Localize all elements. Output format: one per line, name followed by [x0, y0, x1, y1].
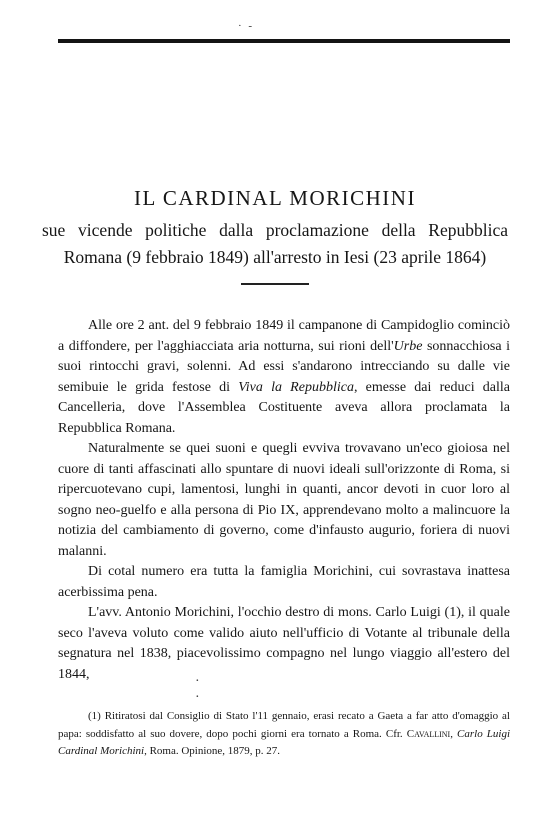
article-body: [58, 316, 510, 685]
article-title: IL CARDINAL MORICHINI: [134, 186, 416, 210]
paragraph-4: L'avv. Antonio Morichini, l'occhio destro di mons. Carlo Luigi (1), il quale seco l'aveva voluto come valido aiuto nell'ufficio di Votante al tribunale della segnatura nel 1838, piacevolissimo compagno nel lungo viaggio all'estero del 1844,: [58, 605, 510, 682]
paragraph-1-part-a: Alle ore 2 ant. del 9 febbraio 1849 il campanone di Campidoglio cominciò a diffondere, per l'agghiacciata aria notturna, sui rioni dell': [58, 318, 510, 354]
paragraph-1-italic-urbe: Urbe: [393, 338, 423, 354]
footnote-part-b: , Roma. Opinione, 1879, p. 27.: [144, 745, 281, 757]
article-subtitle: sue vicende politiche dalla proclamazione della Repubblica Romana (9 febbraio 1849) all'arresto in Iesi (23 aprile 1864): [42, 220, 508, 267]
paragraph-1-part-e: , emesse dai reduci dalla Cancelleria, dove l'Assemblea Costituente aveva allora proclamata la Repubblica Romana.: [58, 379, 511, 436]
paragraph-1-part-c: sonnacchiosa i suoi rintocchi gravi, solenni. Ad essi s'andarono intrecciando su dalle vie semibuie le grida festose di: [58, 338, 511, 395]
paragraph-1-italic-viva: Viva la Repubblica: [238, 379, 354, 395]
page-top-mark: · -: [238, 20, 255, 32]
footnote-separator: ,: [450, 727, 458, 740]
paragraph-2: Naturalmente se quei suoni e quegli evviva trovavano un'eco gioiosa nel cuore di tanti affascinati allo spuntare di nuovi ideali sull'orizzonte di Roma, si ripercuotevano cupi, lamentosi, lunghi in quanti, ancor devoti in cuor loro al sogno neo-guelfo e alla persona di Pio IX, apprendevano molto a malincuore la notizia del cambiamento di governo, come d'infausto augurio, foriera di nuovi malanni.: [58, 441, 510, 559]
paragraph-1: [58, 316, 510, 439]
footnote-1: [58, 708, 510, 761]
footnote-part-a: (1) Ritiratosi dal Consiglio di Stato l'11 gennaio, erasi recato a Gaeta a far atto d'omaggio al papa: soddisfatto al suo dovere, dopo pochi giorni era tornato a Roma. Cfr.: [58, 710, 510, 740]
header-rule: [58, 39, 510, 43]
footnote-work-title: Carlo Luigi Cardinal Morichini: [58, 727, 511, 757]
title-separator-rule: [241, 283, 309, 285]
paragraph-3: Di cotal numero era tutta la famiglia Morichini, cui sovrastava inattesa acerbissima pena.: [58, 564, 510, 600]
footnote-author: Cavallini: [406, 727, 451, 740]
page-bottom-marks: · ·: [195, 674, 250, 705]
